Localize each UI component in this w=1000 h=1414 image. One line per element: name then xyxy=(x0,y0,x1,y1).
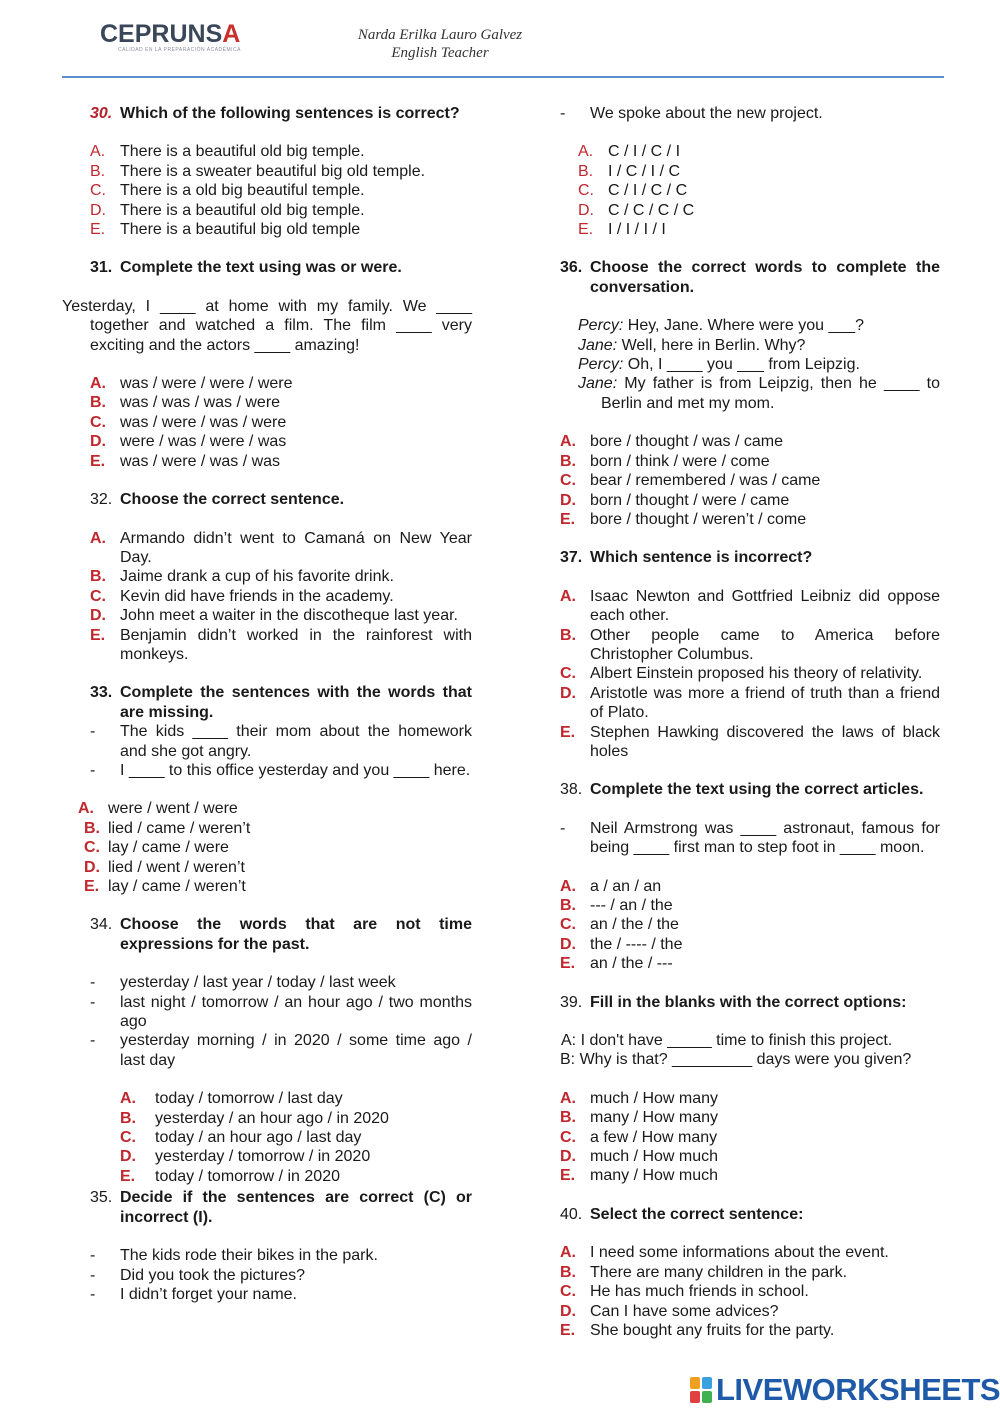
option[interactable]: C. was / were / was / were xyxy=(90,413,287,431)
option[interactable]: A. Armando didn’t went to Camaná on New Year Day. xyxy=(90,529,472,566)
option[interactable]: C. bear / remembered / was / came xyxy=(560,472,821,490)
question-number: 38. xyxy=(560,781,583,799)
option[interactable]: E. Benjamin didn’t worked in the rainforest with monkeys. xyxy=(90,626,472,663)
options-list xyxy=(560,432,940,529)
question-number: 35. xyxy=(90,1189,113,1207)
dialogue-line: Jane: My father is from Leipzig, then he ____ to Berlin and met my mom. xyxy=(578,375,940,412)
question-32 xyxy=(62,490,472,664)
dialogue-a: A: I don't have _____ time to finish this project. xyxy=(561,1032,893,1050)
options-list xyxy=(560,1243,940,1340)
option[interactable]: A. C / I / C / I xyxy=(578,143,681,161)
option[interactable]: A. was / were / were / were xyxy=(90,375,293,393)
option[interactable]: A. I need some informations about the event. xyxy=(560,1244,889,1262)
option[interactable]: B. There is a sweater beautiful big old temple. xyxy=(90,162,426,180)
question-number: 30. xyxy=(90,105,113,122)
right-column xyxy=(560,104,940,1340)
option[interactable]: B. many / How many xyxy=(560,1109,719,1127)
question-number: 33. xyxy=(90,684,113,702)
option[interactable]: A. much / How many xyxy=(560,1089,719,1107)
question-text: Fill in the blanks with the correct options: xyxy=(590,993,907,1011)
question-text: Complete the sentences with the words that are missing. xyxy=(120,684,472,721)
option[interactable]: B. lied / came / weren’t xyxy=(84,819,251,837)
sentence-item: - last night / tomorrow / an hour ago / two months ago xyxy=(90,993,472,1031)
option[interactable]: B. Jaime drank a cup of his favorite drink. xyxy=(90,568,394,586)
option[interactable]: B. was / was / was / were xyxy=(90,394,281,412)
logo-wordmark: CEPRUNSA xyxy=(100,20,241,48)
question-text: Which sentence is incorrect? xyxy=(590,549,813,567)
option[interactable]: A. today / tomorrow / last day xyxy=(120,1090,343,1108)
option[interactable]: C. There is a old big beautiful temple. xyxy=(90,182,365,200)
question-text: Choose the words that are not time expressions for the past. xyxy=(120,916,472,953)
option[interactable]: B. --- / an / the xyxy=(560,897,673,914)
dialogue-b: B: Why is that? _________ days were you given? xyxy=(560,1051,912,1069)
question-text: Which of the following sentences is correct? xyxy=(120,105,460,122)
dialogue-line: Jane: Well, here in Berlin. Why? xyxy=(578,336,806,354)
question-30 xyxy=(62,104,472,239)
sentence-item: - Neil Armstrong was ____ astronaut, famous for being ____ first man to step foot in ____ moon. xyxy=(560,819,940,857)
option[interactable]: C. lay / came / were xyxy=(84,839,229,857)
option[interactable]: E. an / the / --- xyxy=(560,955,673,973)
option[interactable]: B. born / think / were / come xyxy=(560,452,770,470)
question-number: 40. xyxy=(560,1205,583,1223)
question-number: 36. xyxy=(560,259,583,277)
option[interactable]: A. a / an / an xyxy=(560,877,662,895)
options-list xyxy=(560,1089,940,1186)
option[interactable]: E. was / were / was / was xyxy=(90,452,281,470)
question-40 xyxy=(560,1205,940,1340)
teacher-info xyxy=(330,26,550,62)
option[interactable]: E. lay / came / weren’t xyxy=(84,878,246,895)
question-text: Complete the text using the correct articles. xyxy=(590,781,924,799)
option[interactable]: D. the / ---- / the xyxy=(560,935,683,953)
logo-tagline: CALIDAD EN LA PREPARACIÓN ACADÉMICA xyxy=(118,47,241,53)
option[interactable]: B. Other people came to America before Christopher Columbus. xyxy=(560,626,940,663)
option[interactable]: E. bore / thought / weren’t / come xyxy=(560,510,807,528)
options-list xyxy=(560,142,940,239)
sentence-item: - I didn’t forget your name. xyxy=(90,1285,297,1303)
option[interactable]: C. He has much friends in school. xyxy=(560,1283,809,1301)
option[interactable]: C. an / the / the xyxy=(560,916,679,934)
teacher-name: Narda Erilka Lauro Galvez xyxy=(357,27,523,43)
option[interactable]: E. She bought any fruits for the party. xyxy=(560,1321,835,1339)
option[interactable]: D. John meet a waiter in the discotheque last year. xyxy=(90,607,458,625)
question-text: Select the correct sentence: xyxy=(590,1205,804,1223)
question-text: Choose the correct sentence. xyxy=(120,491,345,509)
option[interactable]: C. C / I / C / C xyxy=(578,182,688,200)
option[interactable]: C. a few / How many xyxy=(560,1128,718,1146)
question-37 xyxy=(560,548,940,761)
question-39 xyxy=(560,993,940,1186)
option[interactable]: D. yesterday / tomorrow / in 2020 xyxy=(120,1148,371,1166)
options-list xyxy=(90,529,472,665)
options-list xyxy=(90,1089,472,1186)
option[interactable]: E. Stephen Hawking discovered the laws of black holes xyxy=(560,723,940,760)
sentence-item: - The kids rode their bikes in the park. xyxy=(90,1247,378,1265)
option[interactable]: E. There is a beautiful big old temple xyxy=(90,221,361,239)
option[interactable]: E. today / tomorrow / in 2020 xyxy=(120,1167,340,1185)
question-35-continued xyxy=(560,104,940,239)
option[interactable]: C. Kevin did have friends in the academy. xyxy=(90,587,394,605)
sentence-item: - The kids ____ their mom about the homework and she got angry. xyxy=(90,723,472,760)
question-number: 37. xyxy=(560,549,583,567)
option[interactable]: D. born / thought / were / came xyxy=(560,491,790,509)
teacher-role: English Teacher xyxy=(391,45,489,61)
option[interactable]: B. I / C / I / C xyxy=(578,162,681,180)
options-list xyxy=(560,587,940,762)
option[interactable]: D. lied / went / weren’t xyxy=(84,858,245,876)
sentence-item: - yesterday / last year / today / last week xyxy=(90,974,396,992)
option[interactable]: D. There is a beautiful old big temple. xyxy=(90,201,365,219)
liveworksheets-logo xyxy=(690,1374,1000,1406)
options-list xyxy=(560,877,940,974)
option[interactable]: D. were / was / were / was xyxy=(90,433,287,451)
ceprunsa-logo xyxy=(100,20,260,56)
question-number: 31. xyxy=(90,259,113,277)
option[interactable]: D. Can I have some advices? xyxy=(560,1302,779,1320)
option[interactable]: E. I / I / I / I xyxy=(578,221,666,239)
dialogue-line: Percy: Hey, Jane. Where were you ___? xyxy=(578,317,865,335)
option[interactable]: C. today / an hour ago / last day xyxy=(120,1129,362,1147)
sentence-item: - yesterday morning / in 2020 / some time ago / last day xyxy=(90,1032,472,1069)
liveworksheets-wordmark: LIVEWORKSHEETS xyxy=(716,1372,1000,1407)
question-text: Complete the text using was or were. xyxy=(120,259,402,277)
options-list xyxy=(90,142,472,239)
option[interactable]: D. much / How much xyxy=(560,1148,719,1166)
sentence-item: - I ____ to this office yesterday and you ____ here. xyxy=(90,761,471,779)
question-text: Decide if the sentences are correct (C) or incorrect (I). xyxy=(120,1189,472,1226)
options-list xyxy=(62,374,472,471)
sentence-item: - Did you took the pictures? xyxy=(90,1266,305,1284)
header-divider xyxy=(62,76,944,78)
question-31 xyxy=(62,258,472,471)
left-column xyxy=(62,104,472,1304)
option[interactable]: D. C / C / C / C xyxy=(578,201,695,219)
question-number: 32. xyxy=(90,491,113,509)
passage: Yesterday, I ____ at home with my family. We ____ together and watched a film. The film ____ very exciting and the actors ____ amazing! xyxy=(62,297,472,354)
options-list xyxy=(62,799,472,896)
option[interactable]: A. were / went / were xyxy=(78,800,238,818)
option[interactable]: B. There are many children in the park. xyxy=(560,1263,848,1281)
question-number: 34. xyxy=(90,916,113,934)
option[interactable]: B. yesterday / an hour ago / in 2020 xyxy=(120,1109,389,1127)
sentence-item: - We spoke about the new project. xyxy=(560,105,823,122)
question-number: 39. xyxy=(560,993,583,1011)
conversation xyxy=(560,316,940,413)
option[interactable]: C. Albert Einstein proposed his theory of relativity. xyxy=(560,665,923,683)
question-38 xyxy=(560,780,940,973)
question-35 xyxy=(62,1188,472,1304)
option[interactable]: D. Aristotle was more a friend of truth than a friend of Plato. xyxy=(560,684,940,722)
option[interactable]: A. bore / thought / was / came xyxy=(560,433,783,451)
option[interactable]: A. Isaac Newton and Gottfried Leibniz did oppose each other. xyxy=(560,587,940,625)
question-text: Choose the correct words to complete the conversation. xyxy=(590,259,940,296)
question-36 xyxy=(560,258,940,529)
dialogue-line: Percy: Oh, I ____ you ___ from Leipzig. xyxy=(578,356,860,374)
question-33 xyxy=(62,683,472,896)
liveworksheets-icon xyxy=(690,1377,712,1403)
question-34 xyxy=(62,915,472,1186)
option[interactable]: A. There is a beautiful old big temple. xyxy=(90,143,365,161)
option[interactable]: E. many / How much xyxy=(560,1167,719,1185)
